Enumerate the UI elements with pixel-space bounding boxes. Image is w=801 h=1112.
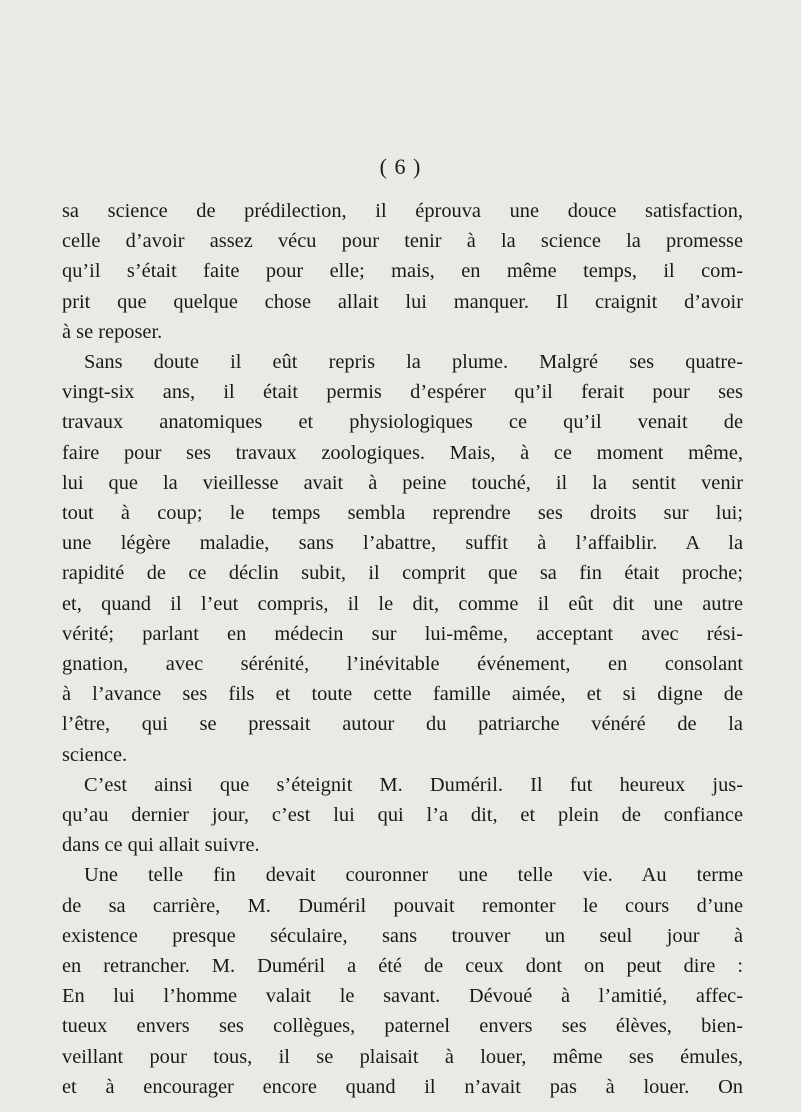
text-line [0, 860, 801, 890]
text-line-content: C’est ainsi que s’éteignit M. Duméril. Il fut heureux jus- [84, 773, 743, 796]
text-line-content: science. [62, 743, 128, 766]
text-line-content: faire pour ses travaux zoologiques. Mais, à ce moment même, [62, 441, 743, 464]
text-line [0, 468, 801, 498]
text-line [0, 770, 801, 800]
text-line [0, 740, 801, 770]
text-line-content: l’être, qui se pressait autour du patriarche vénéré de la [62, 713, 743, 736]
text-line [0, 981, 801, 1011]
text-line-content: qu’il s’était faite pour elle; mais, en même temps, il com- [62, 260, 743, 283]
text-line-content: de sa carrière, M. Duméril pouvait remonter le cours d’une [62, 894, 743, 917]
text-line [0, 438, 801, 468]
text-line [0, 679, 801, 709]
text-line [0, 1042, 801, 1072]
text-line [0, 498, 801, 528]
text-line [0, 921, 801, 951]
text-line-content: qu’au dernier jour, c’est lui qui l’a dit, et plein de confiance [62, 804, 743, 826]
text-line [0, 709, 801, 739]
text-line-content: prit que quelque chose allait lui manquer. Il craignit d’avoir [62, 290, 743, 313]
text-line [0, 196, 801, 226]
text-line-content: dans ce qui allait suivre. [62, 834, 260, 857]
text-line-content: vingt-six ans, il était permis d’espérer qu’il ferait pour ses [62, 381, 743, 404]
text-line [0, 649, 801, 679]
text-line [0, 891, 801, 921]
text-line-content: celle d’avoir assez vécu pour tenir à la science la promesse [62, 230, 743, 253]
text-line-content: En lui l’homme valait le savant. Dévoué à l’amitié, affec- [62, 985, 743, 1008]
text-line [0, 317, 801, 347]
text-line-content: tout à coup; le temps sembla reprendre ses droits sur lui; [62, 502, 743, 524]
page-number: ( 6 ) [379, 154, 422, 179]
text-line-content: à se reposer. [62, 320, 163, 343]
text-line [0, 589, 801, 619]
text-line [0, 226, 801, 256]
text-line [0, 256, 801, 286]
text-line [0, 1011, 801, 1041]
text-line [0, 558, 801, 588]
text-line-content: en retrancher. M. Duméril a été de ceux dont on peut dire : [62, 955, 743, 977]
text-line-content: et, quand il l’eut compris, il le dit, comme il eût dit une autre [62, 592, 743, 615]
text-line-content: et à encourager encore quand il n’avait pas à louer. On [62, 1075, 743, 1098]
text-line [0, 347, 801, 377]
text-line-content: Une telle fin devait couronner une telle vie. Au terme [84, 864, 743, 887]
text-line-content: tueux envers ses collègues, paternel envers ses élèves, bien- [62, 1015, 743, 1038]
text-line-content: une légère maladie, sans l’abattre, suffit à l’affaiblir. A la [62, 532, 743, 555]
text-line-content: existence presque séculaire, sans trouver un seul jour à [62, 924, 743, 947]
text-line [0, 377, 801, 407]
text-line-content: vérité; parlant en médecin sur lui-même, acceptant avec rési- [62, 622, 743, 645]
text-line [0, 830, 801, 860]
text-line-content: à l’avance ses fils et toute cette famille aimée, et si digne de [62, 683, 743, 706]
text-line [0, 619, 801, 649]
text-line-content: travaux anatomiques et physiologiques ce qu’il venait de [62, 411, 743, 434]
text-line-content: sa science de prédilection, il éprouva une douce satisfaction, [62, 200, 743, 222]
text-line-content: gnation, avec sérénité, l’inévitable événement, en consolant [62, 653, 743, 675]
text-line-content: rapidité de ce déclin subit, il comprit que sa fin était proche; [62, 562, 743, 585]
text-line [0, 1072, 801, 1102]
text-line [0, 407, 801, 437]
text-line [0, 528, 801, 558]
text-line [0, 287, 801, 317]
text-line-content: veillant pour tous, il se plaisait à louer, même ses émules, [62, 1045, 743, 1068]
text-line-content: Sans doute il eût repris la plume. Malgré ses quatre- [84, 351, 743, 373]
text-line [0, 951, 801, 981]
text-line-content: lui que la vieillesse avait à peine touché, il la sentit venir [62, 471, 743, 494]
text-line [0, 800, 801, 830]
